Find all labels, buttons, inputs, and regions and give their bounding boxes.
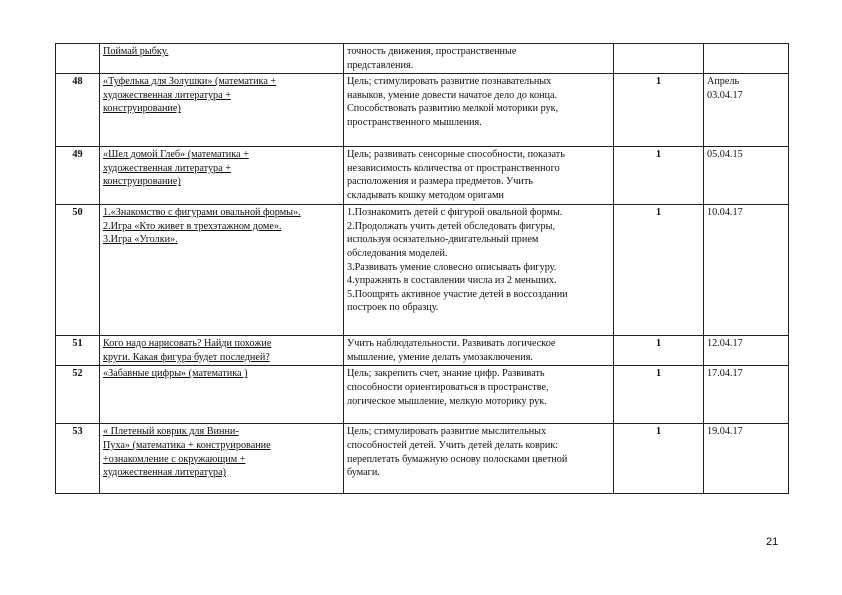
lesson-number-cell: 51 (56, 336, 100, 366)
goal-cell (344, 74, 614, 147)
table-row (56, 147, 789, 205)
topic-line: 1.«Знакомство с фигурами овальной формы». (103, 207, 301, 219)
goal-line: складывать кошку методом оригами (347, 189, 504, 201)
goal-line: способности ориентироваться в пространстве, (347, 381, 549, 393)
goal-line: Цель; стимулировать развитие познавательных (347, 76, 552, 88)
goal-line: Способствовать развитию мелкой моторики рук, (347, 103, 559, 115)
goal-line: 4.упражнять в составлении числа из 2 меньших. (347, 275, 557, 287)
date-line: Апрель (707, 76, 740, 88)
topic-line: Поймай рыбку. (103, 46, 169, 57)
topic-line: художественная литература) (103, 467, 227, 479)
goal-line: расположения и размера предметов. Учить (347, 176, 533, 188)
date-line: 05.04.15 (707, 149, 743, 161)
date-cell (704, 147, 789, 205)
hours-cell (614, 44, 704, 74)
lesson-number-cell (56, 44, 100, 74)
lesson-number-cell: 50 (56, 205, 100, 336)
topic-line: художественная литература + (103, 89, 231, 101)
goal-cell (344, 336, 614, 366)
topic-cell (100, 366, 344, 424)
goal-line: бумаги. (347, 467, 380, 479)
goal-line: мышление, умение делать умозаключения. (347, 351, 533, 363)
goal-line: 3.Развивать умение словесно описывать фигуру. (347, 261, 557, 273)
goal-cell (344, 366, 614, 424)
hours-cell: 1 (614, 424, 704, 494)
date-line: 17.04.17 (707, 368, 743, 380)
topic-line: художественная литература + (103, 162, 231, 174)
date-cell (704, 44, 789, 74)
date-line: 03.04.17 (707, 89, 743, 101)
date-cell (704, 74, 789, 147)
hours-cell: 1 (614, 74, 704, 147)
topic-line: круги. Какая фигура будет последней? (103, 351, 270, 363)
date-line: 10.04.17 (707, 207, 743, 219)
date-cell (704, 205, 789, 336)
date-cell (704, 424, 789, 494)
goal-line: логическое мышление, мелкую моторику рук. (347, 395, 547, 407)
table-body (56, 44, 789, 494)
topic-cell (100, 336, 344, 366)
table-row (56, 74, 789, 147)
goal-line: Цель; стимулировать развитие мыслительных (347, 426, 547, 438)
topic-line: 3.Игра «Уголки». (103, 234, 178, 246)
date-line: 12.04.17 (707, 338, 743, 350)
goal-line: Учить наблюдательности. Развивать логическое (347, 338, 556, 350)
topic-cell (100, 44, 344, 74)
lesson-number-cell: 48 (56, 74, 100, 147)
goal-line: 5.Поощрять активное участие детей в воссоздании (347, 288, 568, 300)
topic-line: конструирование) (103, 103, 181, 115)
goal-cell (344, 147, 614, 205)
goal-line: способностей детей. Учить детей делать коврик: (347, 439, 559, 451)
goal-line: точность движения, пространственные (347, 46, 517, 57)
topic-line: « Плетеный коврик для Винни- (103, 426, 239, 438)
goal-line: пространственного мышления. (347, 116, 482, 128)
topic-line: +ознакомление с окружающим + (103, 453, 246, 465)
lesson-number-cell: 52 (56, 366, 100, 424)
date-cell (704, 336, 789, 366)
goal-line: Цель; закрепить счет, знание цифр. Развивать (347, 368, 545, 380)
goal-line: 2.Продолжать учить детей обследовать фигуры, (347, 220, 555, 232)
topic-line: 2.Игра «Кто живет в трехэтажном доме». (103, 220, 282, 232)
topic-cell (100, 205, 344, 336)
goal-cell (344, 205, 614, 336)
date-line: 19.04.17 (707, 426, 743, 438)
table-row (56, 205, 789, 336)
topic-cell (100, 74, 344, 147)
lesson-plan-table (55, 43, 789, 494)
hours-cell: 1 (614, 366, 704, 424)
goal-line: Цель; развивать сенсорные способности, показать (347, 149, 565, 161)
lesson-number-cell: 49 (56, 147, 100, 205)
topic-line: Пуха» (математика + конструирование (103, 439, 271, 451)
goal-cell (344, 44, 614, 74)
goal-line: переплетать бумажную основу полосками цветной (347, 453, 568, 465)
table-row (56, 366, 789, 424)
hours-cell: 1 (614, 336, 704, 366)
table-row (56, 44, 789, 74)
goal-line: представления. (347, 59, 414, 71)
table-row (56, 336, 789, 366)
hours-cell: 1 (614, 205, 704, 336)
topic-line: конструирование) (103, 176, 181, 188)
topic-line: Кого надо нарисовать? Найди похожие (103, 338, 272, 350)
goal-line: независимость количества от пространственного (347, 162, 560, 174)
goal-line: 1.Познакомить детей с фигурой овальной формы. (347, 207, 563, 219)
goal-line: навыков, умение довести начатое дело до конца. (347, 89, 558, 101)
topic-cell (100, 424, 344, 494)
topic-cell (100, 147, 344, 205)
goal-cell (344, 424, 614, 494)
topic-line: «Туфелька для Золушки» (математика + (103, 76, 277, 88)
goal-line: построек по образцу. (347, 302, 439, 314)
table-row (56, 424, 789, 494)
goal-line: используя осязательно-двигательный прием (347, 234, 539, 246)
page-number: 21 (766, 536, 779, 548)
hours-cell: 1 (614, 147, 704, 205)
topic-line: «Шел домой Глеб» (математика + (103, 149, 249, 161)
topic-line: «Забавные цифры» (математика ) (103, 368, 248, 380)
date-cell (704, 366, 789, 424)
goal-line: обследования моделей. (347, 247, 448, 259)
lesson-number-cell: 53 (56, 424, 100, 494)
